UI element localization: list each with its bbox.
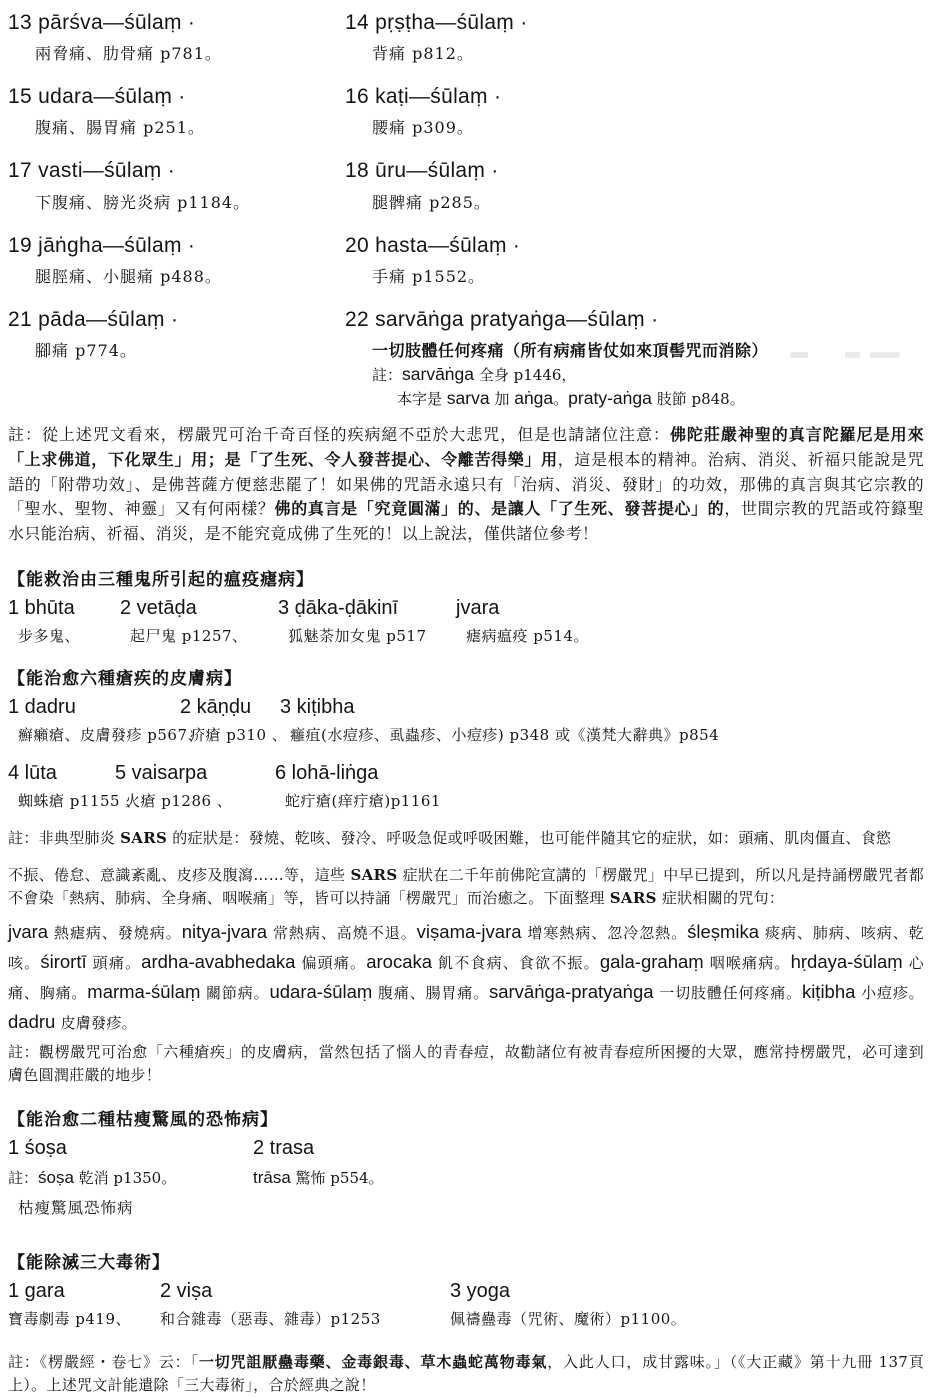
term-latin: 4 lūta [8, 761, 57, 784]
ghost-term-row [8, 596, 924, 646]
scan-smudge [790, 352, 900, 358]
entry-term [8, 233, 345, 258]
section-header-fright-disease: 【能治愈二種枯瘦驚風的恐怖病】 [8, 1110, 278, 1131]
entry-term [345, 307, 924, 332]
term-cell-jvara [456, 596, 924, 646]
term-cell-vetada [120, 596, 278, 646]
entry-22-note-1: 註：sarvāṅga 全身 p1446， [372, 363, 577, 384]
term-chinese: 疥瘡 p310 、 [190, 725, 288, 744]
entry-translation: 下腹痛、膀光炎病 p1184。 [35, 192, 251, 212]
entry-number: 21 [8, 307, 32, 331]
entry-translation: 背痛 p812。 [372, 44, 474, 64]
entry-translation: 手痛 p1552。 [372, 266, 486, 286]
entry-term [345, 10, 924, 35]
entry-sanskrit: hasta—śūlaṃ · [375, 233, 521, 257]
term-cell-lohalinga [275, 761, 924, 811]
term-cell-kandu [180, 695, 288, 745]
entry-sanskrit: udara—śūlaṃ · [38, 85, 186, 109]
term-cell-visa [160, 1279, 450, 1329]
skin-term-row-1 [8, 695, 924, 745]
entry-term [8, 307, 345, 332]
fright-summary-line: 枯瘦驚風恐怖病 [18, 1199, 134, 1218]
entry-number: 17 [8, 159, 32, 183]
term-cell-gara [8, 1279, 160, 1329]
entry-translation: 一切肢體任何疼痛（所有病痛皆仗如來頂髻咒而消除） [372, 340, 769, 360]
entry-translation: 腰痛 p309。 [372, 118, 474, 138]
entry-term [8, 10, 345, 35]
entry-number: 13 [8, 11, 32, 34]
entry-translation: 腳痛 p774。 [35, 340, 137, 360]
entry-21 [8, 307, 345, 409]
entry-grid [8, 10, 924, 409]
term-cell-dakini [278, 596, 456, 646]
mantra-terms-paragraph: jvara 熱瘧病、發燒病。nitya-jvara 常熱病、高燒不退。viṣama-jvara 增寒熱病、忽冷忽熱。śleṣmika 痰病、肺病、咳病、乾咳。śirortī 頭痛。ardha-avabhedaka 偏頭痛。arocaka 飢不食病、食欲不振。gala-grahaṃ 咽喉痛病。hṛdaya-śūlaṃ 心痛、胸痛。marma-śūlaṃ 關節病。udara-śūlaṃ 腹痛、腸胃痛。sarvāṅga-pratyaṅga 一切肢體任何疼痛。kiṭibha 小痘疹。dadru 皮膚發疹。 [8, 920, 924, 1032]
entry-16 [345, 84, 924, 138]
term-cell-vaisarpa [115, 761, 275, 811]
entry-20 [345, 233, 924, 287]
section-header-poison-arts: 【能除滅三大毒術】 [8, 1253, 170, 1274]
term-latin: 2 viṣa [160, 1280, 213, 1303]
entry-number: 20 [345, 233, 369, 257]
entry-19 [8, 233, 345, 287]
poison-term-row [8, 1279, 924, 1329]
term-cell-bhuta [8, 596, 120, 646]
term-cell-sosa: 1 śoṣa [8, 1137, 67, 1160]
entry-term [8, 158, 345, 183]
sars-note-paragraph-2: 不振、倦怠、意識紊亂、皮疹及腹瀉……等，這些 SARS 症狀在二千年前佛陀宣講的「楞嚴咒」中早已提到，所以凡是持誦楞嚴咒者都不會染「熱病、肺病、全身痛、咽喉痛」等，皆可以持誦「楞嚴咒」而治癒之。下面整理 SARS 症狀相關的咒句： [8, 866, 924, 908]
term-chinese: 寶毒劇毒 p419、 [8, 1310, 132, 1329]
entry-sanskrit: jāṅgha—śūlaṃ · [38, 233, 196, 257]
term-cell-trasa: 2 trasa [253, 1137, 315, 1160]
sutra-citation-note: 註：《楞嚴經・卷七》云：「一切咒詛厭蠱毒藥、金毒銀毒、草木蟲蛇萬物毒氣，入此人口，成甘露味。」（《大正藏》第十九冊 137頁上）。上述咒文計能遣除「三大毒術」，合於經典之說！ [8, 1353, 924, 1395]
entry-13 [8, 10, 345, 64]
entry-number: 16 [345, 85, 369, 109]
main-note: 註：從上述咒文看來，楞嚴咒可治千奇百怪的疾病絕不亞於大悲咒，但是也請諸位注意：佛陀莊嚴神聖的真言陀羅尼是用來「上求佛道，下化眾生」用；是「了生死、令人發菩提心、令離苦得樂」用，這是根本的精神。治病、消災、祈福只能說是咒語的「附帶功效」、是佛菩薩方便慈悲罷了！如果佛的咒語永遠只有「治病、消災、發財」的功效，那佛的真言與其它宗教的「聖水、聖物、神靈」又有何兩樣？佛的真言是「究竟圓滿」的、是讓人「了生死、發菩提心」的，世間宗教的咒語或符籙聖水只能治病、祈福、消災，是不能究竟成佛了生死的！以上說法，僅供諸位參考！ [8, 424, 924, 544]
entry-number: 18 [345, 159, 369, 183]
term-latin: 2 kāṇḍu [180, 695, 252, 718]
entry-14 [345, 10, 924, 64]
entry-term [345, 233, 924, 258]
entry-term [345, 158, 924, 183]
term-cell-dadru [8, 695, 204, 745]
term-chinese: 癬癩瘡、皮膚發疹 p567、 [18, 725, 204, 744]
term-chinese: 步多鬼、 [18, 626, 81, 645]
entry-translation: 兩脅痛、肋骨痛 p781。 [35, 44, 222, 64]
entry-translation: 腹痛、腸胃痛 p251。 [35, 118, 205, 138]
entry-number: 22 [345, 307, 369, 331]
term-latin: 5 vaisarpa [115, 761, 208, 784]
term-chinese: 起尸鬼 p1257、 [130, 626, 248, 645]
entry-number: 14 [345, 11, 369, 34]
term-latin: 3 ḍāka-ḍākinī [278, 596, 399, 619]
entry-number: 19 [8, 233, 32, 257]
term-chinese: 和合雜毒（惡毒、雜毒）p1253 [160, 1310, 381, 1329]
entry-sanskrit: vasti—śūlaṃ · [38, 159, 176, 183]
fright-note-sosa: 註：śoṣa 乾消 p1350。 [8, 1168, 177, 1188]
section-header-skin-disease: 【能治愈六種瘡疾的皮膚病】 [8, 668, 242, 689]
term-chinese: 狐魅荼加女鬼 p517 [288, 626, 427, 645]
entry-17 [8, 158, 345, 212]
term-cell-kitibha [280, 695, 924, 745]
entry-term [345, 84, 924, 109]
term-cell-yoga [450, 1279, 924, 1329]
term-chinese: 瘧病瘟疫 p514。 [466, 626, 590, 645]
term-latin: 1 gara [8, 1280, 65, 1303]
fright-term-row [8, 1136, 924, 1161]
term-cell-luta [8, 761, 141, 811]
entry-18 [345, 158, 924, 212]
term-chinese: 蜘蛛瘡 p1155 、 [18, 791, 141, 810]
entry-22-note-2: 本字是 sarva 加 aṅga。praty-aṅga 肢節 p848。 [397, 387, 745, 408]
entry-15 [8, 84, 345, 138]
entry-translation: 腿髀痛 p285。 [372, 192, 491, 212]
term-latin: 3 kiṭibha [280, 695, 355, 718]
fright-note-row [8, 1167, 924, 1188]
term-latin: 3 yoga [450, 1280, 511, 1303]
fright-note-trasa: trāsa 驚怖 p554。 [253, 1168, 384, 1188]
skin-term-row-2 [8, 761, 924, 811]
entry-sanskrit: pṛṣṭha—śūlaṃ · [375, 11, 528, 34]
term-chinese: 火瘡 p1286 、 [125, 791, 233, 810]
entry-sanskrit: pārśva—śūlaṃ · [38, 11, 196, 34]
section-header-ghost-plague: 【能救治由三種鬼所引起的瘟疫瘧病】 [8, 569, 314, 590]
entry-term [8, 84, 345, 109]
sars-note-paragraph-1: 註：非典型肺炎 SARS 的症狀是：發燒、乾咳、發冷、呼吸急促或呼吸困難，也可能伴隨其它的症狀，如：頭痛、肌肉僵直、食慾 [8, 828, 892, 847]
entry-sanskrit: sarvāṅga pratyaṅga—śūlaṃ · [375, 307, 659, 331]
entry-number: 15 [8, 85, 32, 109]
term-latin: 1 dadru [8, 695, 76, 718]
entry-sanskrit: pāda—śūlaṃ · [38, 307, 179, 331]
term-latin: 6 lohā-liṅga [275, 761, 379, 784]
term-chinese: 癰疽(水痘疹、虱蟲疹、小痘疹) p348 或《漢梵大辭典》p854 [290, 725, 720, 744]
entry-sanskrit: ūru—śūlaṃ · [375, 159, 499, 183]
term-chinese: 蛇疔瘡(痒疔瘡)p1161 [285, 791, 441, 810]
term-latin: 1 bhūta [8, 596, 75, 619]
term-latin: 2 vetāḍa [120, 596, 197, 619]
acne-note: 註：觀楞嚴咒可治愈「六種瘡疾」的皮膚病，當然包括了惱人的青春痘，故勸諸位有被青春痘所困擾的大眾，應常持楞嚴咒，必可達到膚色圓潤莊嚴的地步！ [8, 1042, 924, 1084]
term-chinese: 佩禱蠱毒（咒術、魔術）p1100。 [450, 1310, 687, 1329]
entry-translation: 腿脛痛、小腿痛 p488。 [35, 266, 222, 286]
entry-sanskrit: kaṭi—śūlaṃ · [375, 85, 502, 109]
term-latin: jvara [456, 596, 500, 619]
